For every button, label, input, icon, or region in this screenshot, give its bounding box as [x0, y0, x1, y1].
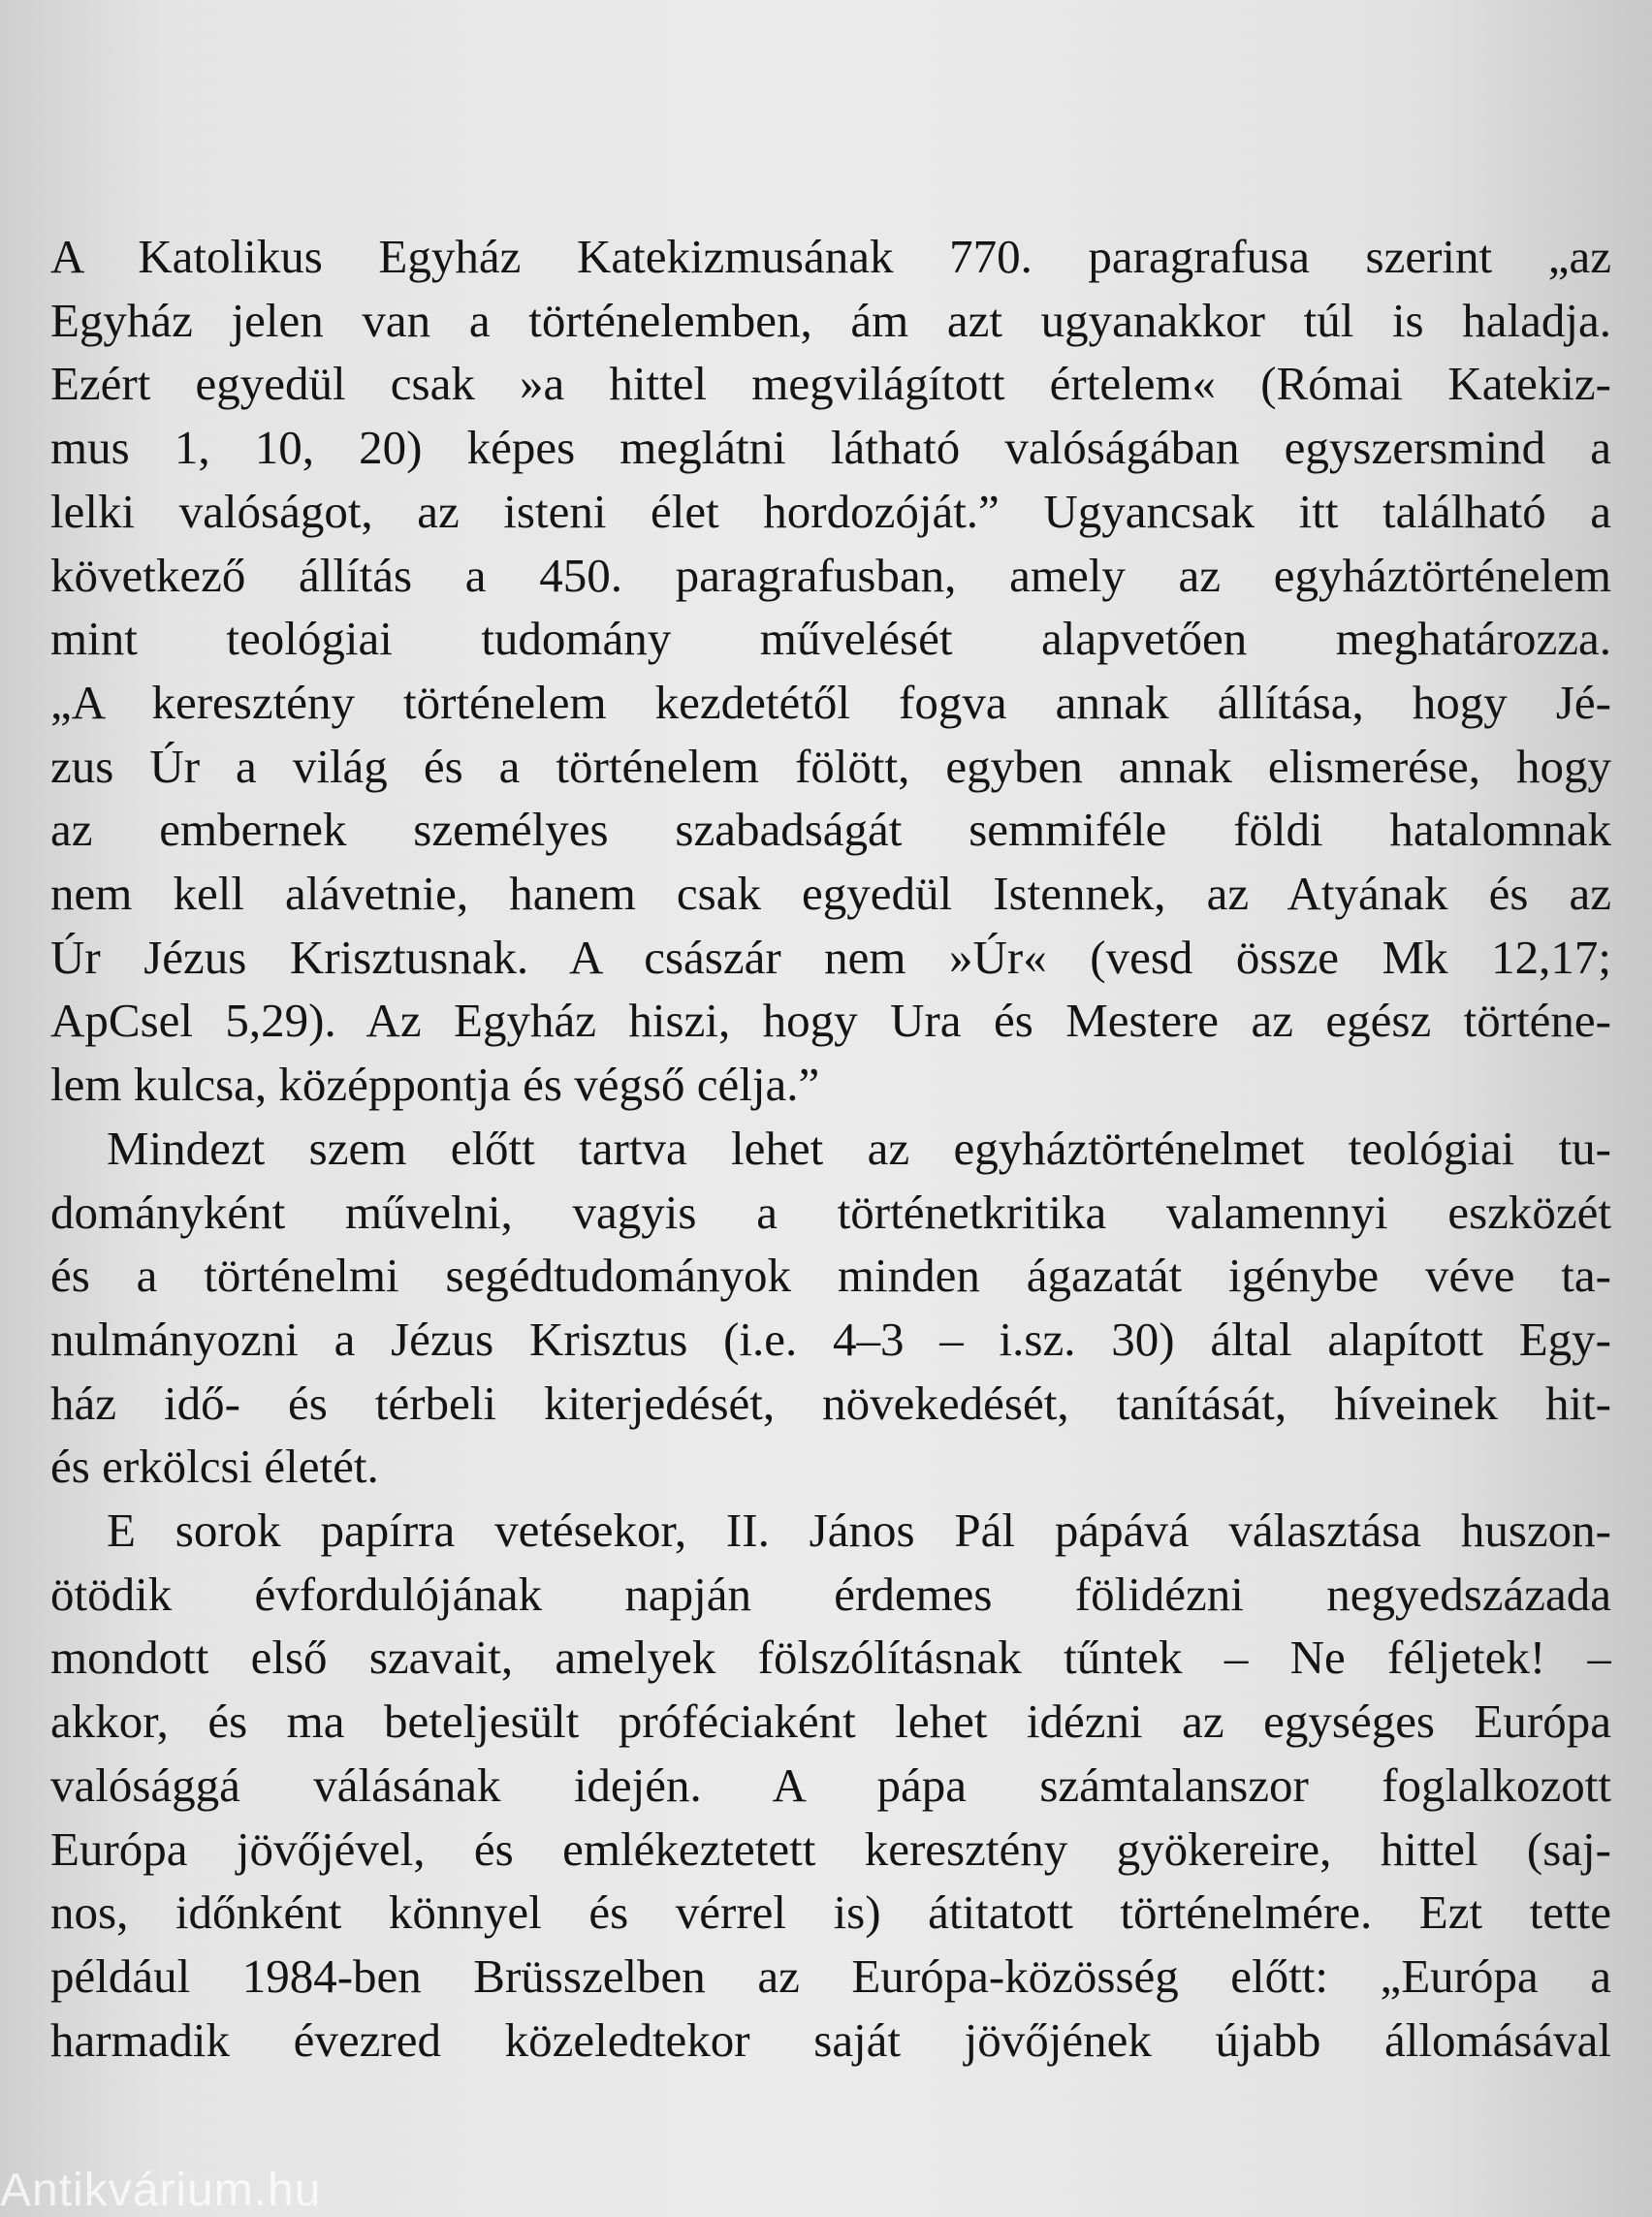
- text-line: Ezért egyedül csak »a hittel megvilágított értelem« (Római Katekiz-: [50, 357, 1611, 411]
- text-line: zus Úr a világ és a történelem fölött, egyben annak elismerése, hogy: [50, 739, 1611, 793]
- text-line: és a történelmi segédtudományok minden ágazatát igénybe véve ta-: [50, 1249, 1611, 1303]
- text-line: és erkölcsi életét.: [50, 1440, 379, 1494]
- text-line: E sorok papírra vetésekor, II. János Pál pápává választása huszon-: [107, 1504, 1611, 1558]
- text-line: mus 1, 10, 20) képes meglátni látható valóságában egyszersmind a: [50, 421, 1611, 475]
- text-line: lem kulcsa, középpontja és végső célja.”: [50, 1058, 820, 1112]
- paragraph-3: [50, 1499, 1611, 2072]
- text-line: valósággá válásának idején. A pápa számtalanszor foglalkozott: [50, 1758, 1611, 1812]
- text-line: lelki valóságot, az isteni élet hordozóját.” Ugyancsak itt található a: [50, 484, 1611, 538]
- text-line: ház idő- és térbeli kiterjedését, növekedését, tanítását, híveinek hit-: [50, 1376, 1611, 1430]
- text-line: Mindezt szem előtt tartva lehet az egyháztörténelmet teológiai tu-: [107, 1121, 1611, 1175]
- text-line: az embernek személyes szabadságát semmiféle földi hatalomnak: [50, 803, 1611, 857]
- text-line: A Katolikus Egyház Katekizmusának 770. paragrafusa szerint „az: [50, 230, 1611, 283]
- text-line: akkor, és ma beteljesült próféciaként lehet idézni az egységes Európa: [50, 1694, 1611, 1749]
- text-line: például 1984-ben Brüsszelben az Európa-közösség előtt: „Európa a: [50, 1948, 1611, 2003]
- text-line: Egyház jelen van a történelemben, ám azt ugyanakkor túl is haladja.: [50, 293, 1611, 347]
- text-line: mondott első szavait, amelyek fölszólításnak tűntek – Ne féljetek! –: [50, 1631, 1611, 1685]
- text-line: „A keresztény történelem kezdetétől fogva annak állítása, hogy Jé-: [50, 675, 1611, 729]
- text-line: ApCsel 5,29). Az Egyház hiszi, hogy Ura és Mestere az egész történe-: [50, 994, 1611, 1048]
- text-line: dományként művelni, vagyis a történetkritika valamennyi eszközét: [50, 1185, 1611, 1239]
- bleed-through-text: [58, 0, 1609, 157]
- paragraph-2: [50, 1117, 1611, 1499]
- paragraph-1: [50, 225, 1611, 1117]
- text-line: Úr Jézus Krisztusnak. A császár nem »Úr« (vesd össze Mk 12,17;: [50, 930, 1611, 984]
- text-line: nem kell alávetnie, hanem csak egyedül Istennek, az Atyának és az: [50, 867, 1611, 921]
- text-line: következő állítás a 450. paragrafusban, amely az egyháztörténelem: [50, 548, 1611, 602]
- book-page-text: [50, 225, 1611, 2072]
- text-line: nulmányozni a Jézus Krisztus (i.e. 4–3 – i.sz. 30) által alapított Egy-: [50, 1312, 1611, 1366]
- text-line: Európa jövőjével, és emlékeztetett keresztény gyökereire, hittel (saj-: [50, 1821, 1611, 1876]
- watermark-text: Antikvárium.hu: [0, 2165, 322, 2216]
- text-line: nos, időnként könnyel és vérrel is) átitatott történelmére. Ezt tette: [50, 1885, 1611, 1940]
- text-line: ötödik évfordulójának napján érdemes fölidézni negyedszázada: [50, 1567, 1611, 1621]
- text-line: harmadik évezred közeledtekor saját jövőjének újabb állomásával: [50, 2012, 1611, 2067]
- text-line: mint teológiai tudomány művelését alapvetően meghatározza.: [50, 612, 1611, 666]
